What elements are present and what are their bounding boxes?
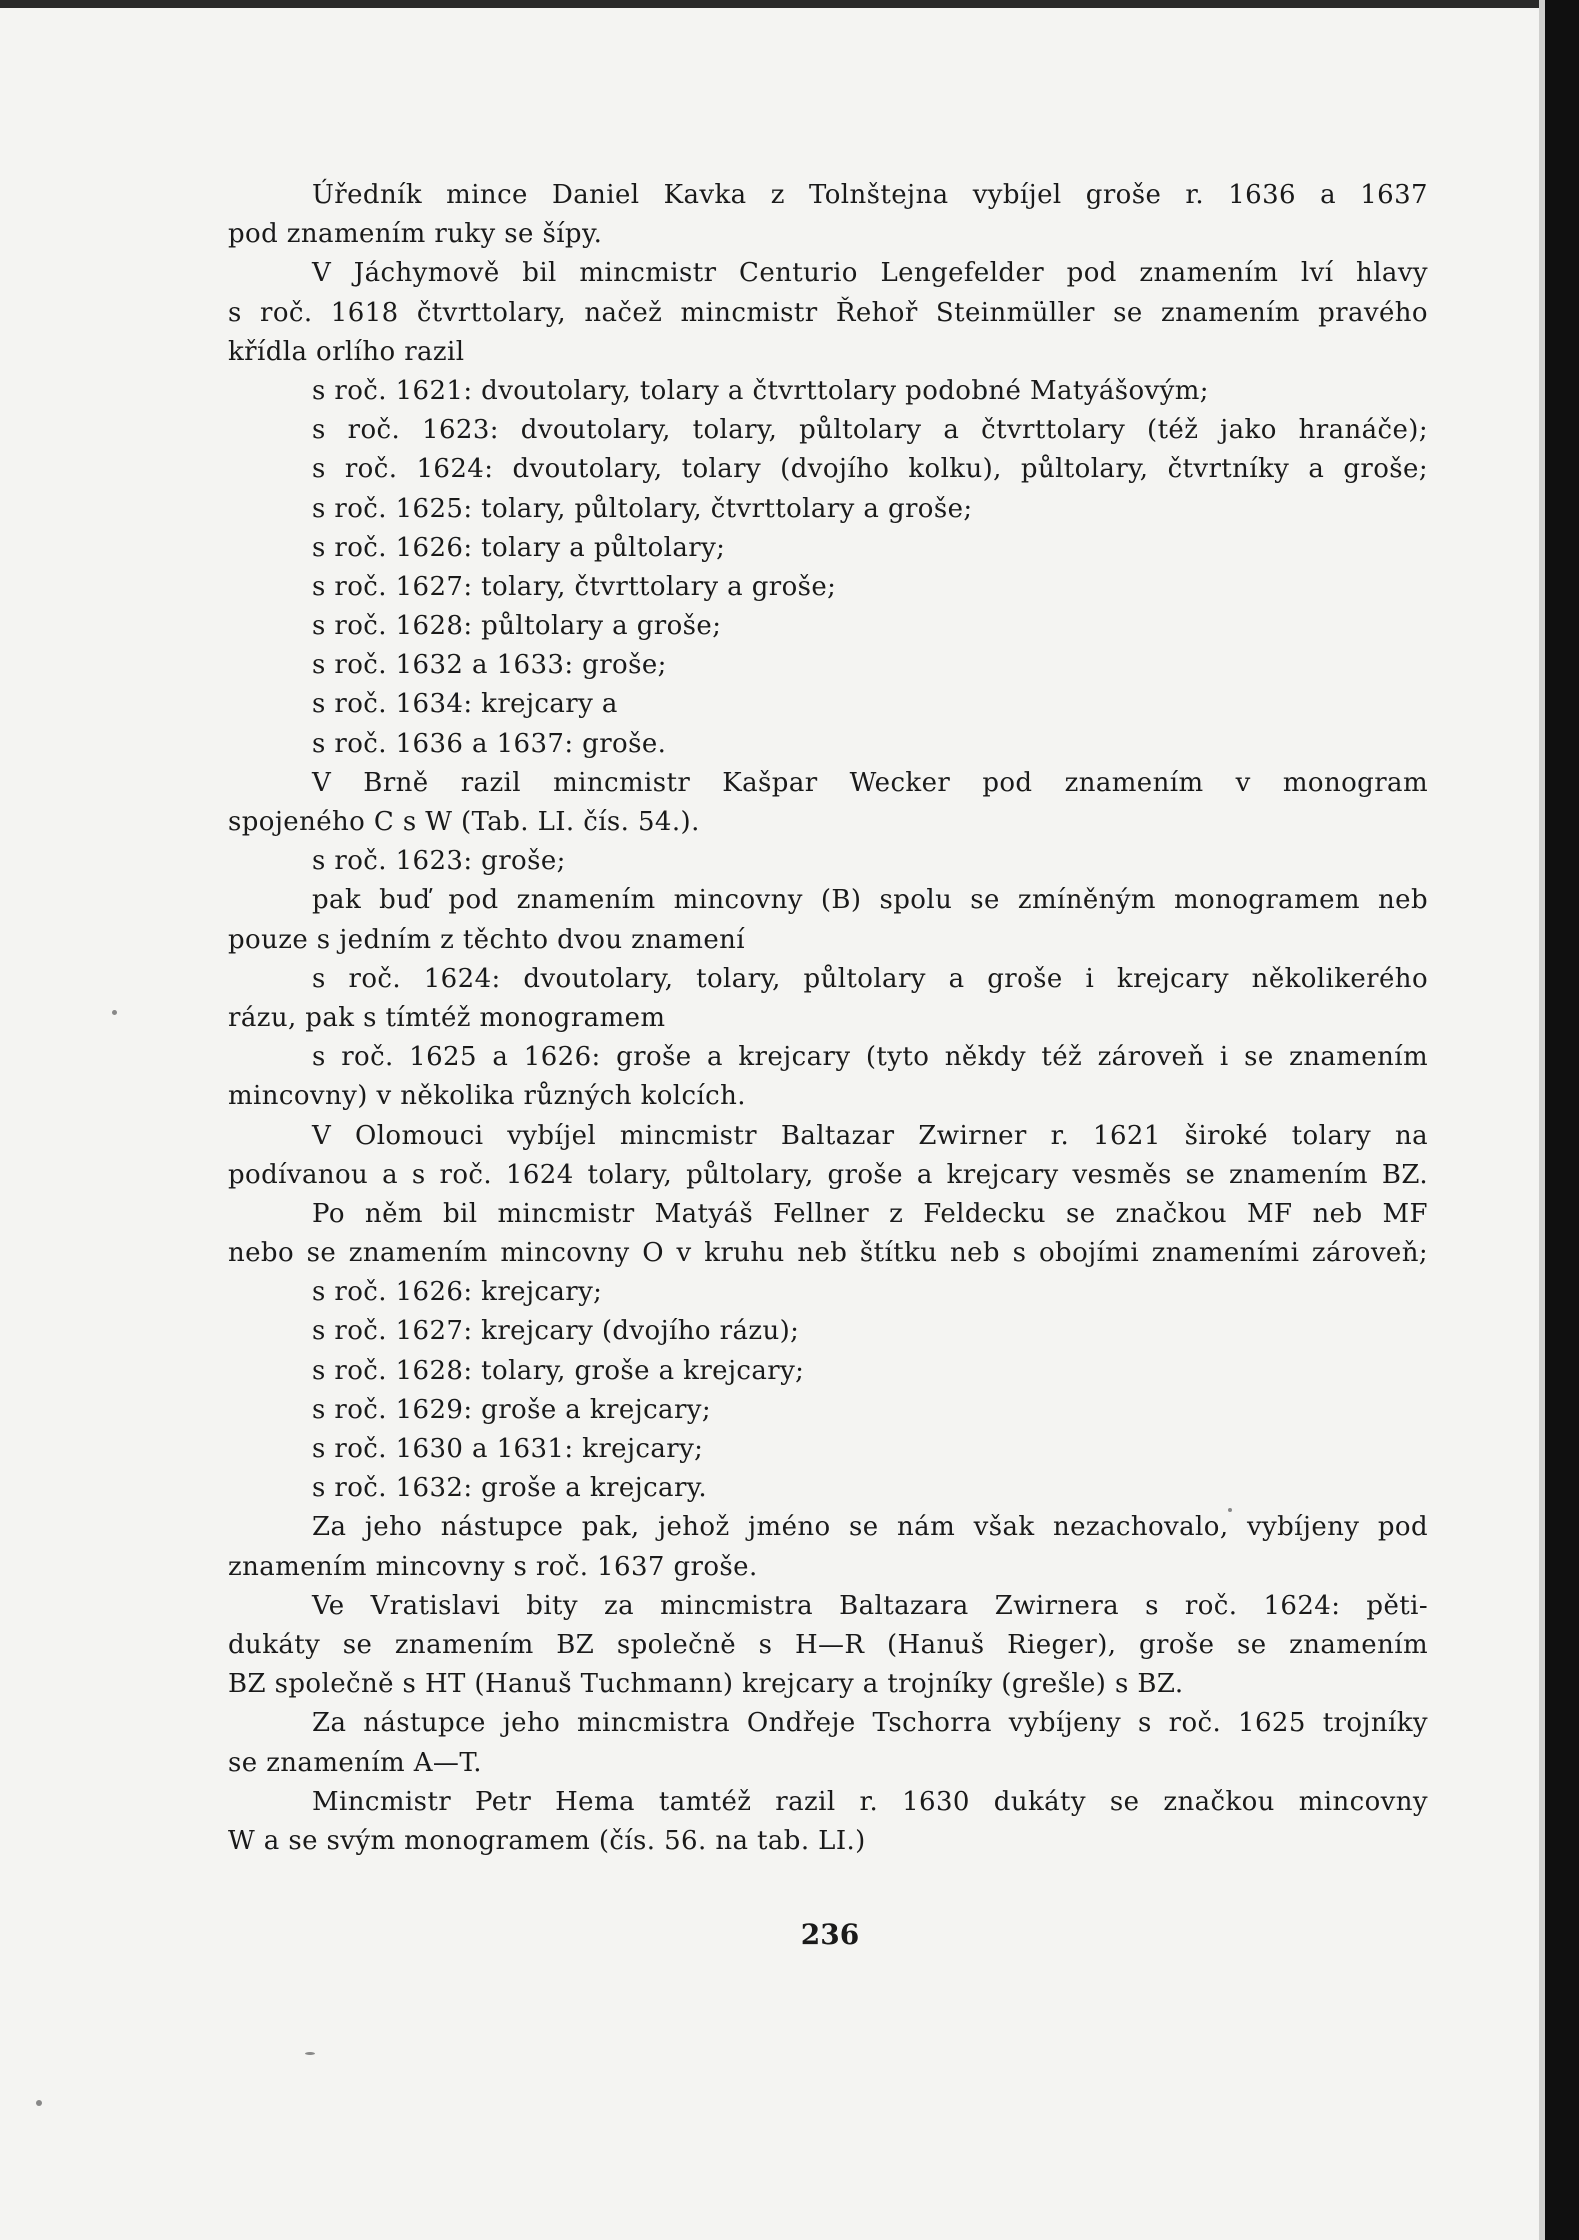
text-line: s roč. 1628: půltolary a groše; bbox=[312, 611, 722, 642]
scan-speck bbox=[305, 2052, 315, 2055]
scan-right-edge bbox=[1545, 0, 1579, 2240]
text-line: nebo se znamením mincovny O v kruhu neb štítku neb s obojími znameními zároveň; bbox=[228, 1238, 1428, 1269]
text-line: BZ společně s HT (Hanuš Tuchmann) krejcary a trojníky (grešle) s BZ. bbox=[228, 1669, 1184, 1700]
scan-top-edge bbox=[0, 0, 1579, 8]
text-line: s roč. 1630 a 1631: krejcary; bbox=[312, 1434, 704, 1464]
text-line: s roč. 1632: groše a krejcary. bbox=[312, 1473, 708, 1504]
text-line: znamením mincovny s roč. 1637 groše. bbox=[228, 1551, 758, 1582]
text-line: pouze s jedním z těchto dvou znamení bbox=[228, 924, 745, 955]
text-line: s roč. 1621: dvoutolary, tolary a čtvrttolary podobné Matyášovým; bbox=[312, 375, 1209, 406]
text-line: V Olomouci vybíjel mincmistr Baltazar Zwirner r. 1621 široké tolary na bbox=[312, 1120, 1428, 1151]
text-line: Mincmistr Petr Hema tamtéž razil r. 1630 dukáty se značkou mincovny bbox=[312, 1786, 1428, 1817]
text-line: Úředník mince Daniel Kavka z Tolnštejna vybíjel groše r. 1636 a 1637 bbox=[312, 180, 1428, 210]
scan-speck bbox=[112, 1010, 117, 1015]
scan-speck bbox=[36, 2100, 42, 2106]
text-line: s roč. 1628: tolary, groše a krejcary; bbox=[312, 1355, 805, 1386]
text-line: s roč. 1623: groše; bbox=[312, 846, 566, 877]
text-line: se znamením A—T. bbox=[228, 1747, 482, 1778]
text-line: s roč. 1626: krejcary; bbox=[312, 1277, 603, 1308]
text-line: Ve Vratislavi bity za mincmistra Baltazara Zwirnera s roč. 1624: pěti- bbox=[312, 1590, 1428, 1621]
text-line: rázu, pak s tímtéž monogramem bbox=[228, 1002, 666, 1033]
text-line: V Brně razil mincmistr Kašpar Wecker pod znamením v monogram bbox=[312, 767, 1428, 798]
page-body-text bbox=[228, 176, 1428, 1861]
text-line: dukáty se znamením BZ společně s H—R (Hanuš Rieger), groše se znamením bbox=[228, 1629, 1428, 1660]
text-line: s roč. 1636 a 1637: groše. bbox=[312, 728, 667, 759]
text-line: s roč. 1629: groše a krejcary; bbox=[312, 1394, 712, 1425]
text-line: s roč. 1627: krejcary (dvojího rázu); bbox=[312, 1316, 800, 1347]
text-line: pod znamením ruky se šípy. bbox=[228, 219, 603, 250]
text-line: s roč. 1625: tolary, půltolary, čtvrttolary a groše; bbox=[312, 493, 973, 524]
scan-speck bbox=[1228, 1508, 1232, 1512]
text-line: s roč. 1624: dvoutolary, tolary, půltolary a groše i krejcary několikerého bbox=[312, 963, 1428, 994]
text-line: s roč. 1627: tolary, čtvrttolary a groše; bbox=[312, 571, 837, 602]
text-line: Po něm bil mincmistr Matyáš Fellner z Feldecku se značkou MF neb MF bbox=[312, 1198, 1428, 1229]
text-line: křídla orlího razil bbox=[228, 336, 465, 367]
text-line: s roč. 1625 a 1626: groše a krejcary (tyto někdy též zároveň i se znamením bbox=[312, 1042, 1428, 1073]
page-number: 236 bbox=[800, 1918, 860, 1951]
text-line: V Jáchymově bil mincmistr Centurio Lengefelder pod znamením lví hlavy bbox=[312, 258, 1428, 289]
text-line: s roč. 1626: tolary a půltolary; bbox=[312, 532, 726, 563]
text-line: s roč. 1623: dvoutolary, tolary, půltolary a čtvrttolary (též jako hranáče); bbox=[312, 415, 1428, 446]
text-line: s roč. 1624: dvoutolary, tolary (dvojího kolku), půltolary, čtvrtníky a groše; bbox=[312, 454, 1428, 485]
text-line: pak buď pod znamením mincovny (B) spolu se zmíněným monogramem neb bbox=[312, 885, 1428, 916]
text-line: s roč. 1632 a 1633: groše; bbox=[312, 650, 667, 681]
text-line: s roč. 1618 čtvrttolary, načež mincmistr Řehoř Steinmüller se znamením pravého bbox=[228, 297, 1428, 328]
text-line: podívanou a s roč. 1624 tolary, půltolary, groše a krejcary vesměs se znamením BZ. bbox=[228, 1159, 1428, 1190]
text-line: W a se svým monogramem (čís. 56. na tab. LI.) bbox=[228, 1825, 866, 1856]
text-line: Za jeho nástupce pak, jehož jméno se nám však nezachovalo, vybíjeny pod bbox=[312, 1512, 1428, 1543]
text-line: mincovny) v několika různých kolcích. bbox=[228, 1081, 746, 1112]
text-line: s roč. 1634: krejcary a bbox=[312, 689, 618, 720]
text-line: spojeného C s W (Tab. LI. čís. 54.). bbox=[228, 807, 700, 837]
text-line: Za nástupce jeho mincmistra Ondřeje Tschorra vybíjeny s roč. 1625 trojníky bbox=[312, 1708, 1428, 1739]
